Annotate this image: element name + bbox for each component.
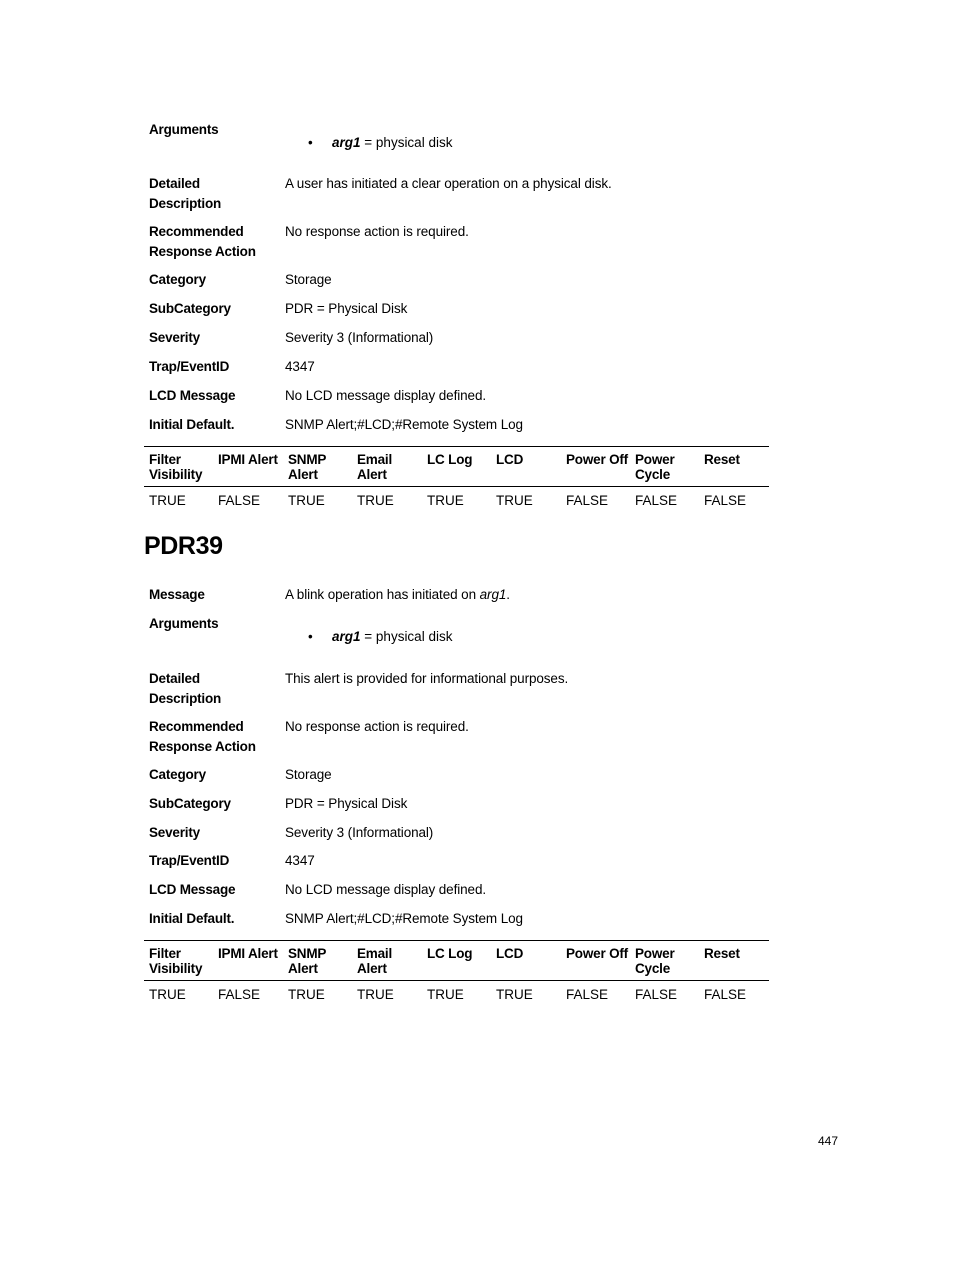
table-top-rule xyxy=(144,446,769,447)
header-power-off: Power Off xyxy=(566,946,628,961)
detailed-description-label: Detailed Description xyxy=(149,671,222,706)
subcategory-label: SubCategory xyxy=(149,796,231,811)
header-power-cycle: Power Cycle xyxy=(635,452,675,482)
lcd-message-value: No LCD message display defined. xyxy=(285,882,487,897)
cell-filter-visibility: TRUE xyxy=(149,493,186,508)
arguments-label: Arguments xyxy=(149,616,219,631)
detailed-description-value: A user has initiated a clear operation on a physical disk. xyxy=(285,176,612,191)
cell-email-alert: TRUE xyxy=(357,493,394,508)
trap-eventid-label: Trap/EventID xyxy=(149,853,230,868)
trap-eventid-label: Trap/EventID xyxy=(149,359,230,374)
table-header-rule xyxy=(144,980,769,981)
subcategory-label: SubCategory xyxy=(149,301,231,316)
category-value: Storage xyxy=(285,767,332,782)
cell-snmp-alert: TRUE xyxy=(288,987,325,1002)
recommended-action-label: Recommended Response Action xyxy=(149,224,256,259)
message-label: Message xyxy=(149,587,205,602)
header-filter-visibility: Filter Visibility xyxy=(149,946,203,976)
argument-name: arg1 xyxy=(332,135,361,150)
argument-name: arg1 xyxy=(332,629,361,644)
cell-power-off: FALSE xyxy=(566,987,609,1002)
subcategory-value: PDR = Physical Disk xyxy=(285,301,408,316)
table-top-rule xyxy=(144,940,769,941)
header-email-alert: Email Alert xyxy=(357,946,393,976)
argument-equals: = xyxy=(360,135,376,150)
trap-eventid-value: 4347 xyxy=(285,853,315,868)
header-lcd: LCD xyxy=(496,452,524,467)
cell-email-alert: TRUE xyxy=(357,987,394,1002)
cell-ipmi-alert: FALSE xyxy=(218,493,261,508)
severity-value: Severity 3 (Informational) xyxy=(285,825,434,840)
argument-value: physical disk xyxy=(375,135,453,150)
lcd-message-label: LCD Message xyxy=(149,882,236,897)
cell-reset: FALSE xyxy=(704,987,747,1002)
header-reset: Reset xyxy=(704,452,740,467)
cell-lcd: TRUE xyxy=(496,987,533,1002)
message-text: A blink operation has initiated on xyxy=(285,587,480,602)
header-filter-visibility: Filter Visibility xyxy=(149,452,203,482)
header-power-off: Power Off xyxy=(566,452,628,467)
header-snmp-alert: SNMP Alert xyxy=(288,452,326,482)
initial-default-value: SNMP Alert;#LCD;#Remote System Log xyxy=(285,911,523,926)
message-end: . xyxy=(506,587,510,602)
cell-power-off: FALSE xyxy=(566,493,609,508)
cell-snmp-alert: TRUE xyxy=(288,493,325,508)
header-lcd: LCD xyxy=(496,946,524,961)
severity-label: Severity xyxy=(149,825,200,840)
header-reset: Reset xyxy=(704,946,740,961)
recommended-action-value: No response action is required. xyxy=(285,224,469,239)
message-arg: arg1 xyxy=(479,587,507,602)
arguments-label: Arguments xyxy=(149,122,219,137)
initial-default-label: Initial Default. xyxy=(149,911,235,926)
argument-equals: = xyxy=(360,629,376,644)
cell-lc-log: TRUE xyxy=(427,493,464,508)
category-label: Category xyxy=(149,767,206,782)
recommended-action-label: Recommended Response Action xyxy=(149,719,256,754)
category-label: Category xyxy=(149,272,206,287)
header-lc-log: LC Log xyxy=(427,946,473,961)
page-number: 447 xyxy=(818,1134,839,1148)
header-power-cycle: Power Cycle xyxy=(635,946,675,976)
severity-label: Severity xyxy=(149,330,200,345)
detailed-description-value: This alert is provided for informational purposes. xyxy=(285,671,569,686)
trap-eventid-value: 4347 xyxy=(285,359,315,374)
header-snmp-alert: SNMP Alert xyxy=(288,946,326,976)
detailed-description-label: Detailed Description xyxy=(149,176,222,211)
lcd-message-value: No LCD message display defined. xyxy=(285,388,487,403)
header-ipmi-alert: IPMI Alert xyxy=(218,946,278,961)
header-lc-log: LC Log xyxy=(427,452,473,467)
cell-lcd: TRUE xyxy=(496,493,533,508)
message-value xyxy=(285,585,510,604)
cell-power-cycle: FALSE xyxy=(635,493,678,508)
header-email-alert: Email Alert xyxy=(357,452,393,482)
recommended-action-value: No response action is required. xyxy=(285,719,469,734)
cell-ipmi-alert: FALSE xyxy=(218,987,261,1002)
table-header-rule xyxy=(144,486,769,487)
section-heading: PDR39 xyxy=(144,532,223,560)
initial-default-label: Initial Default. xyxy=(149,417,235,432)
bullet-icon: • xyxy=(308,629,313,644)
severity-value: Severity 3 (Informational) xyxy=(285,330,434,345)
cell-power-cycle: FALSE xyxy=(635,987,678,1002)
argument-value: physical disk xyxy=(375,629,453,644)
cell-reset: FALSE xyxy=(704,493,747,508)
cell-filter-visibility: TRUE xyxy=(149,987,186,1002)
subcategory-value: PDR = Physical Disk xyxy=(285,796,408,811)
category-value: Storage xyxy=(285,272,332,287)
lcd-message-label: LCD Message xyxy=(149,388,236,403)
header-ipmi-alert: IPMI Alert xyxy=(218,452,278,467)
cell-lc-log: TRUE xyxy=(427,987,464,1002)
bullet-icon: • xyxy=(308,135,313,150)
initial-default-value: SNMP Alert;#LCD;#Remote System Log xyxy=(285,417,523,432)
